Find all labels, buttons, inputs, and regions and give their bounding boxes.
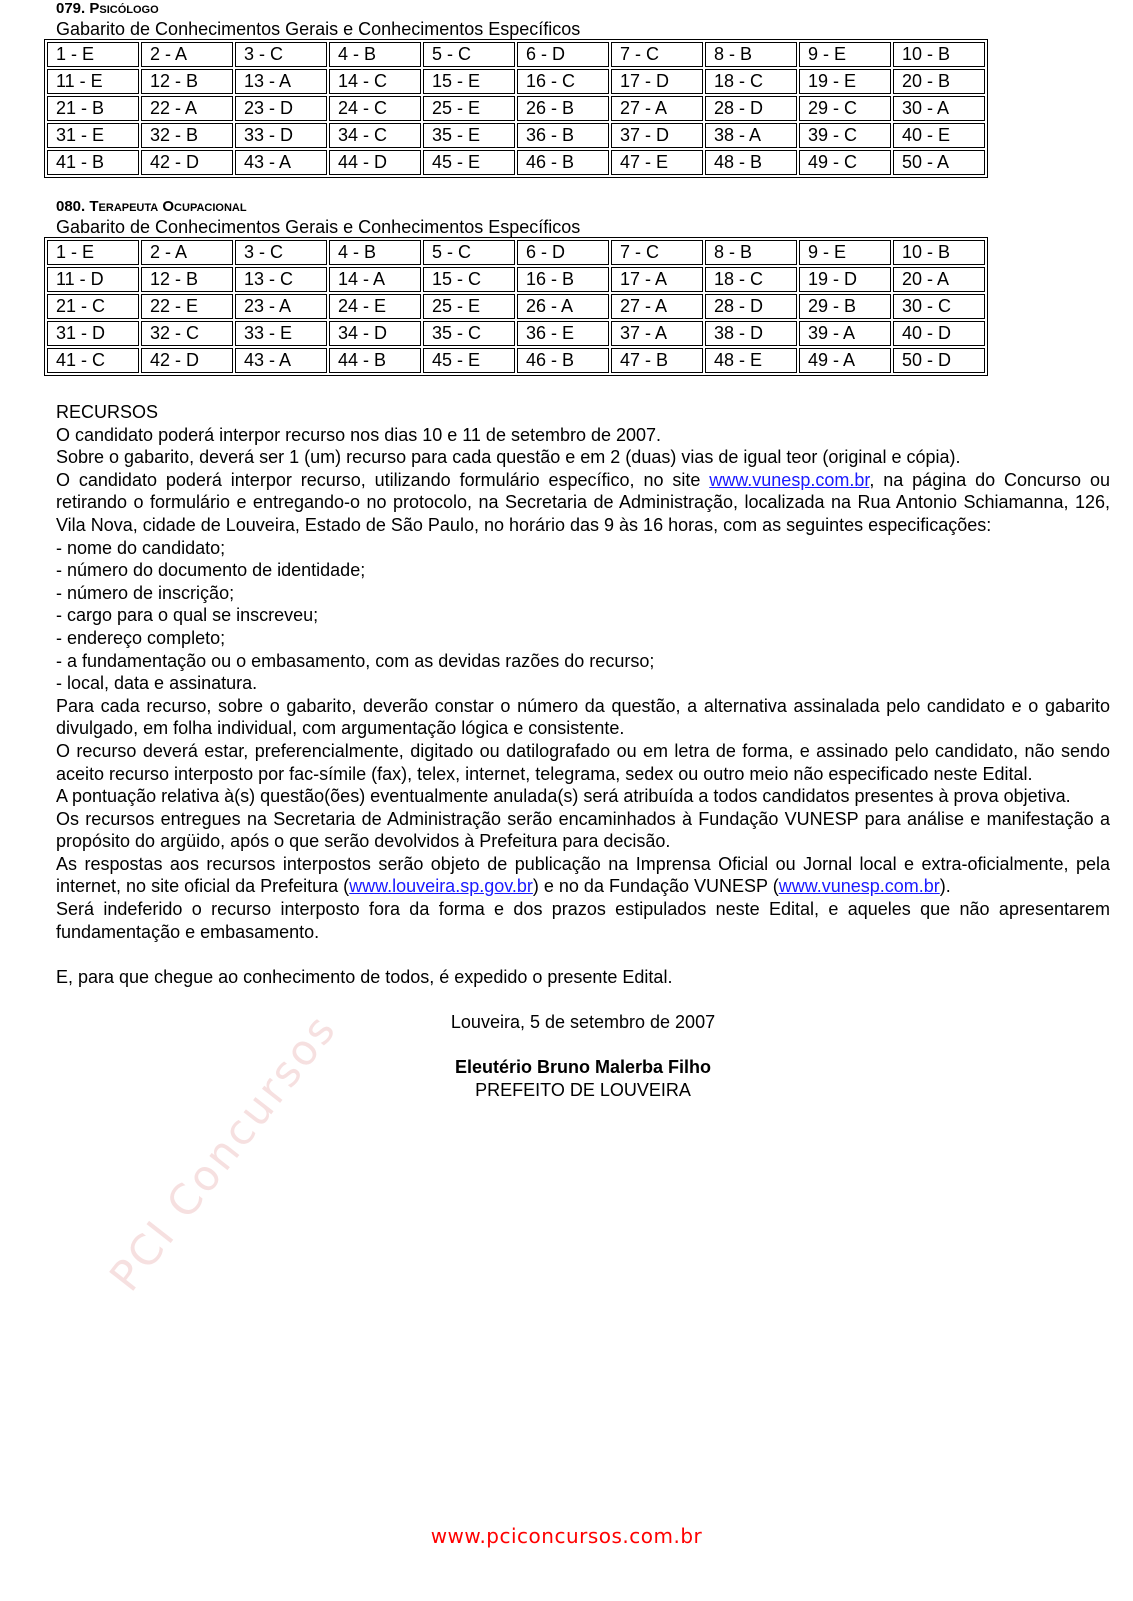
louveira-link[interactable]: www.louveira.sp.gov.br <box>349 876 533 897</box>
answer-cell: 31 - D <box>47 321 139 346</box>
answer-cell: 6 - D <box>517 240 609 265</box>
section-title: 079. Psicólogo <box>56 0 159 17</box>
answer-cell: 1 - E <box>47 240 139 265</box>
answer-cell: 46 - B <box>517 150 609 175</box>
answer-cell: 20 - A <box>893 267 985 292</box>
answer-cell: 40 - D <box>893 321 985 346</box>
answer-cell: 12 - B <box>141 69 233 94</box>
answer-cell: 47 - B <box>611 348 703 373</box>
list-item: - endereço completo; <box>56 627 226 648</box>
answer-cell: 46 - B <box>517 348 609 373</box>
answer-cell: 2 - A <box>141 42 233 67</box>
answer-cell: 23 - D <box>235 96 327 121</box>
answer-cell: 19 - E <box>799 69 891 94</box>
answer-cell: 3 - C <box>235 240 327 265</box>
list-item: - a fundamentação ou o embasamento, com as devidas razões do recurso; <box>56 650 655 671</box>
answer-cell: 16 - B <box>517 267 609 292</box>
answer-cell: 48 - B <box>705 150 797 175</box>
list-item: - local, data e assinatura. <box>56 673 258 694</box>
answer-cell: 48 - E <box>705 348 797 373</box>
answer-cell: 49 - C <box>799 150 891 175</box>
answer-cell: 14 - A <box>329 267 421 292</box>
answer-cell: 14 - C <box>329 69 421 94</box>
answer-cell: 26 - A <box>517 294 609 319</box>
paragraph: As respostas aos recursos interpostos serão objeto de publicação na Imprensa Oficial ou Jornal local e extra-oficialmente, pela internet, no site oficial da Prefeitura (www.louveira.sp.gov.br) e no da Fundação VUNESP (www.vunesp.com.br). <box>56 853 1110 897</box>
answer-cell: 35 - C <box>423 321 515 346</box>
table-row <box>47 96 985 121</box>
answer-cell: 25 - E <box>423 294 515 319</box>
answer-cell: 39 - A <box>799 321 891 346</box>
answer-cell: 15 - E <box>423 69 515 94</box>
paragraph: O recurso deverá estar, preferencialmente, digitado ou datilografado ou em letra de forma, e assinado pelo candidato, não sendo aceito recurso interposto por fac-símile (fax), telex, internet, telegrama, sedex ou outro meio não especificado neste Edital. <box>56 740 1110 784</box>
answer-cell: 10 - B <box>893 240 985 265</box>
answer-cell: 43 - A <box>235 348 327 373</box>
answer-cell: 30 - C <box>893 294 985 319</box>
answer-cell: 9 - E <box>799 42 891 67</box>
paragraph: Para cada recurso, sobre o gabarito, deverão constar o número da questão, a alternativa assinalada pelo candidato e o gabarito divulgado, em folha individual, com argumentação lógica e consistente. <box>56 695 1110 739</box>
paragraph: Será indeferido o recurso interposto fora da forma e dos prazos estipulados neste Edital, e aqueles que não apresentarem fundamentação e embasamento. <box>56 899 1110 942</box>
section-subtitle: Gabarito de Conhecimentos Gerais e Conhecimentos Específicos <box>56 217 581 237</box>
table-row <box>47 150 985 175</box>
section-subtitle: Gabarito de Conhecimentos Gerais e Conhecimentos Específicos <box>56 19 581 39</box>
answer-key-table <box>44 237 988 376</box>
section-title-text: Psicólogo <box>89 0 159 17</box>
answer-cell: 35 - E <box>423 123 515 148</box>
answer-cell: 36 - E <box>517 321 609 346</box>
paragraph: Os recursos entregues na Secretaria de Administração serão encaminhados à Fundação VUNESP para análise e manifestação a propósito do argüido, após o que serão devolvidos à Prefeitura para decisão. <box>56 808 1110 852</box>
answer-cell: 50 - A <box>893 150 985 175</box>
answer-cell: 45 - E <box>423 150 515 175</box>
answer-cell: 45 - E <box>423 348 515 373</box>
paragraph: O candidato poderá interpor recurso nos dias 10 e 11 de setembro de 2007. <box>56 424 662 445</box>
answer-cell: 37 - D <box>611 123 703 148</box>
answer-cell: 23 - A <box>235 294 327 319</box>
answer-cell: 10 - B <box>893 42 985 67</box>
list-item: - nome do candidato; <box>56 537 226 558</box>
requirements-list <box>56 537 1110 695</box>
answer-cell: 17 - A <box>611 267 703 292</box>
answer-cell: 18 - C <box>705 267 797 292</box>
vunesp-link[interactable]: www.vunesp.com.br <box>709 469 870 490</box>
answer-cell: 39 - C <box>799 123 891 148</box>
answer-cell: 7 - C <box>611 240 703 265</box>
answer-cell: 13 - A <box>235 69 327 94</box>
answer-cell: 26 - B <box>517 96 609 121</box>
answer-key-table <box>44 39 988 178</box>
table-row <box>47 42 985 67</box>
answer-cell: 42 - D <box>141 150 233 175</box>
section-title-text: Terapeuta Ocupacional <box>89 198 247 215</box>
answer-cell: 27 - A <box>611 294 703 319</box>
answer-cell: 41 - C <box>47 348 139 373</box>
answer-cell: 7 - C <box>611 42 703 67</box>
answer-cell: 16 - C <box>517 69 609 94</box>
answer-cell: 6 - D <box>517 42 609 67</box>
answer-cell: 4 - B <box>329 240 421 265</box>
answer-cell: 33 - E <box>235 321 327 346</box>
answer-cell: 19 - D <box>799 267 891 292</box>
list-item: - número de inscrição; <box>56 582 235 603</box>
answer-cell: 27 - A <box>611 96 703 121</box>
table-row <box>47 69 985 94</box>
answer-cell: 30 - A <box>893 96 985 121</box>
answer-cell: 38 - A <box>705 123 797 148</box>
answer-cell: 37 - A <box>611 321 703 346</box>
answer-cell: 2 - A <box>141 240 233 265</box>
answer-cell: 50 - D <box>893 348 985 373</box>
table-row <box>47 294 985 319</box>
answer-cell: 5 - C <box>423 240 515 265</box>
answer-cell: 21 - B <box>47 96 139 121</box>
answer-cell: 12 - B <box>141 267 233 292</box>
answer-cell: 43 - A <box>235 150 327 175</box>
answer-cell: 21 - C <box>47 294 139 319</box>
table-row <box>47 267 985 292</box>
answer-cell: 4 - B <box>329 42 421 67</box>
answer-cell: 11 - E <box>47 69 139 94</box>
list-item: - cargo para o qual se inscreveu; <box>56 605 319 626</box>
answer-cell: 15 - C <box>423 267 515 292</box>
document-page <box>56 0 1110 1101</box>
answer-cell: 22 - E <box>141 294 233 319</box>
vunesp-link[interactable]: www.vunesp.com.br <box>778 876 940 897</box>
section-079 <box>56 0 1110 178</box>
answer-cell: 13 - C <box>235 267 327 292</box>
date-line: Louveira, 5 de setembro de 2007 <box>450 1012 716 1033</box>
answer-cell: 8 - B <box>705 240 797 265</box>
answer-cell: 22 - A <box>141 96 233 121</box>
answer-cell: 28 - D <box>705 96 797 121</box>
answer-cell: 42 - D <box>141 348 233 373</box>
answer-cell: 34 - D <box>329 321 421 346</box>
answer-cell: 34 - C <box>329 123 421 148</box>
answer-cell: 5 - C <box>423 42 515 67</box>
answer-cell: 41 - B <box>47 150 139 175</box>
answer-cell: 29 - C <box>799 96 891 121</box>
answer-cell: 24 - E <box>329 294 421 319</box>
recursos-section <box>56 401 1110 1101</box>
table-row <box>47 321 985 346</box>
answer-cell: 32 - B <box>141 123 233 148</box>
answer-cell: 24 - C <box>329 96 421 121</box>
list-item: - número do documento de identidade; <box>56 560 366 581</box>
answer-cell: 32 - C <box>141 321 233 346</box>
answer-cell: 1 - E <box>47 42 139 67</box>
paragraph: A pontuação relativa à(s) questão(ões) eventualmente anulada(s) será atribuída a todos candidatos presentes à prova objetiva. <box>56 786 1071 807</box>
answer-cell: 17 - D <box>611 69 703 94</box>
table-row <box>47 240 985 265</box>
section-080 <box>56 198 1110 376</box>
signer-role: PREFEITO DE LOUVEIRA <box>475 1079 691 1100</box>
answer-cell: 36 - B <box>517 123 609 148</box>
answer-cell: 33 - D <box>235 123 327 148</box>
answer-cell: 44 - D <box>329 150 421 175</box>
footer-url: www.pciconcursos.com.br <box>430 1524 703 1548</box>
answer-cell: 3 - C <box>235 42 327 67</box>
watermark: PCI Concursos <box>100 1004 347 1301</box>
recursos-heading: RECURSOS <box>56 402 159 422</box>
answer-cell: 11 - D <box>47 267 139 292</box>
section-title: 080. Terapeuta Ocupacional <box>56 198 247 215</box>
answer-cell: 38 - D <box>705 321 797 346</box>
answer-cell: 25 - E <box>423 96 515 121</box>
answer-cell: 49 - A <box>799 348 891 373</box>
table-row <box>47 123 985 148</box>
answer-cell: 29 - B <box>799 294 891 319</box>
answer-cell: 18 - C <box>705 69 797 94</box>
closing-text: E, para que chegue ao conhecimento de todos, é expedido o presente Edital. <box>56 966 673 987</box>
answer-cell: 8 - B <box>705 42 797 67</box>
signer-name: Eleutério Bruno Malerba Filho <box>454 1057 712 1078</box>
signature-block <box>56 1056 1110 1101</box>
answer-cell: 44 - B <box>329 348 421 373</box>
table-row <box>47 348 985 373</box>
paragraph: O candidato poderá interpor recurso, utilizando formulário específico, no site www.vunesp.com.br, na página do Concurso ou retirando o formulário e entregando-o no protocolo, na Secretaria de Administração, localizada na Rua Antonio Schiamanna, 126, Vila Nova, cidade de Louveira, Estado de São Paulo, no horário das 9 às 16 horas, com as seguintes especificações: <box>56 469 1110 535</box>
answer-cell: 47 - E <box>611 150 703 175</box>
answer-cell: 31 - E <box>47 123 139 148</box>
paragraph: Sobre o gabarito, deverá ser 1 (um) recurso para cada questão e em 2 (duas) vias de igual teor (original e cópia). <box>56 447 961 468</box>
answer-cell: 20 - B <box>893 69 985 94</box>
answer-cell: 28 - D <box>705 294 797 319</box>
answer-cell: 9 - E <box>799 240 891 265</box>
answer-cell: 40 - E <box>893 123 985 148</box>
